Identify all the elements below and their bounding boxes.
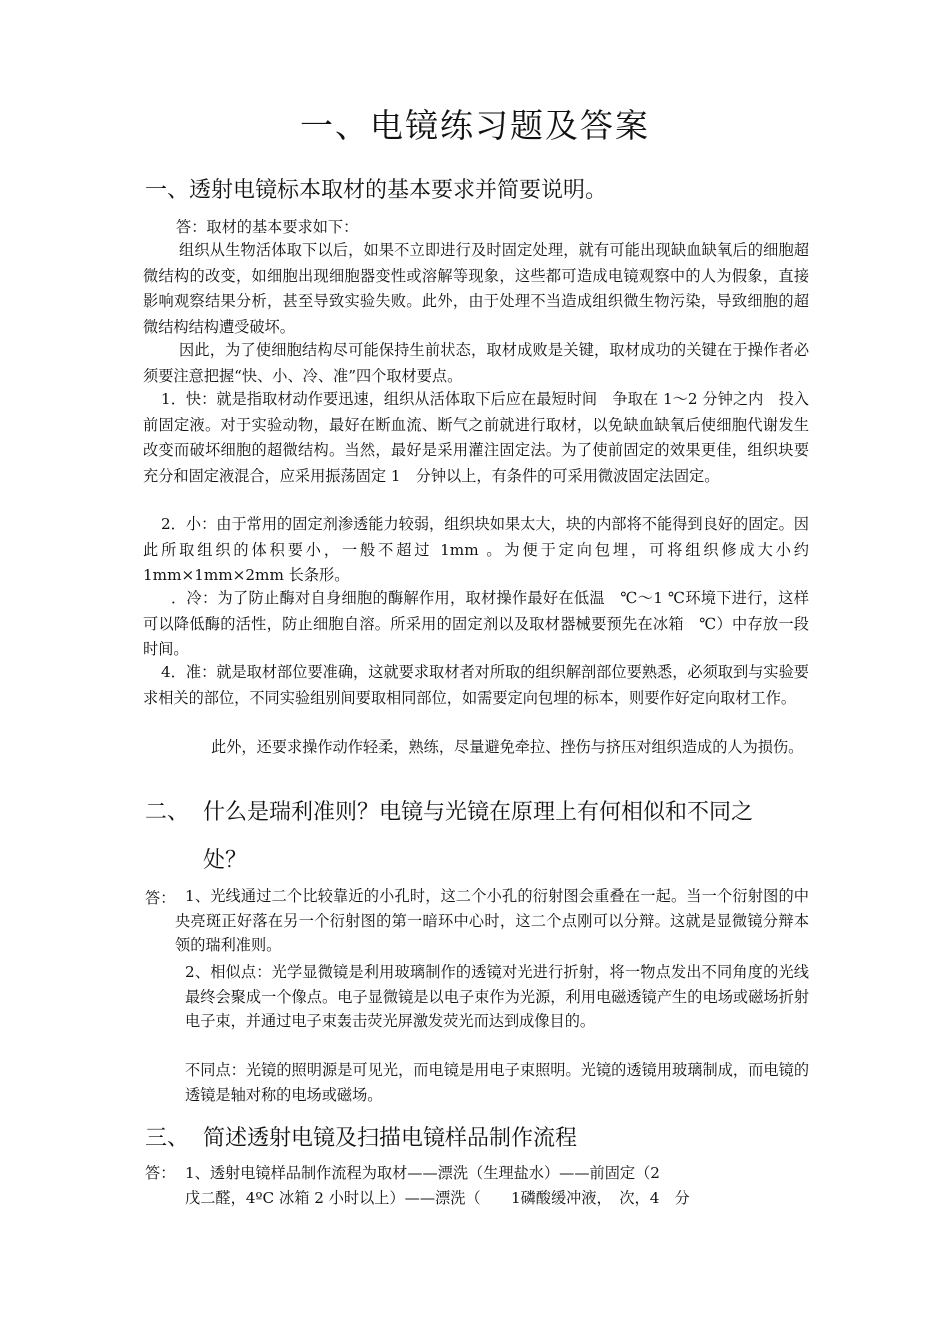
question-3-heading <box>145 1121 577 1152</box>
q1-paragraph-small: 2．小：由于常用的固定剂渗透能力较弱，组织块如果太大，块的内部将不能得到良好的固定。因此所取组织的体积要小，一般不超过 1mm 。为便于定向包埋，可将组织修成大小约 1mm×1mm×2mm 长条形。 <box>143 515 809 584</box>
question-2-number: 二、 <box>145 800 190 825</box>
q1-paragraph-2: 因此，为了使细胞结构尽可能保持生前状态，取材成败是关键，取材成功的关键在于操作者必须要注意把握“快、小、冷、准”四个取材要点。 <box>143 341 809 385</box>
document-title: 一、电镜练习题及答案 <box>300 106 650 145</box>
question-3-number: 三、 <box>145 1126 190 1151</box>
question-1-heading: 一、透射电镜标本取材的基本要求并简要说明。 <box>145 178 608 203</box>
q3-answer-prefix: 答： <box>145 1164 176 1182</box>
question-2-heading-text: 什么是瑞利准则？电镜与光镜在原理上有何相似和不同之 <box>203 800 754 825</box>
q2-answer-prefix: 答： <box>145 889 176 907</box>
q1-paragraph-gentle: 此外，还要求操作动作轻柔，熟练，尽量避免牵拉、挫伤与挤压对组织造成的人为损伤。 <box>211 738 804 756</box>
q2-answer-differences: 不同点：光镜的照明源是可见光，而电镜是用电子束照明。光镜的透镜用玻璃制成，而电镜的透镜是轴对称的电场或磁场。 <box>185 1061 809 1104</box>
question-2-heading-continued: 处？ <box>203 848 248 873</box>
q2-answer-similarities: 2、相似点：光学显微镜是利用玻璃制作的透镜对光进行折射，将一物点发出不同角度的光线最终会聚成一个像点。电子显微镜是以电子束作为光源，利用电磁透镜产生的电场或磁场折射电子束，并通过电子束轰击荧光屏激发荧光而达到成像目的。 <box>185 963 809 1030</box>
q1-paragraph-accurate: 4．准：就是取材部位要准确，这就要求取材者对所取的组织解剖部位要熟悉，必须取到与实验要求相关的部位，不同实验组别间要取相同部位，如需要定向包埋的标本，则要作好定向取材工作。 <box>143 663 809 707</box>
q1-paragraph-1: 组织从生物活体取下以后，如果不立即进行及时固定处理，就有可能出现缺血缺氧后的细胞超微结构的改变，如细胞出现细胞器变性或溶解等现象，这些都可造成电镜观察中的人为假象，直接影响观察结果分析，甚至导致实验失败。此外，由于处理不当造成组织微生物污染，导致细胞的超微结构结构遭受破坏。 <box>143 241 809 336</box>
q3-answer-line-1: 1、透射电镜样品制作流程为取材——漂洗（生理盐水）——前固定（2 <box>185 1164 660 1182</box>
q1-answer-intro: 答：取材的基本要求如下： <box>176 218 359 236</box>
q1-paragraph-quick: 1．快：就是指取材动作要迅速，组织从活体取下后应在最短时间 争取在 1～2 分钟之内 投入前固定液。对于实验动物，最好在断血流、断气之前就进行取材，以免缺血缺氧后使细胞代谢发生改变而破坏细胞的超微结构。当然，最好是采用灌注固定法。为了使前固定的效果更佳，组织块要充分和固定液混合，应采用振荡固定 1 分钟以上，有条件的可采用微波固定法固定。 <box>143 390 809 485</box>
question-2-heading <box>145 795 753 826</box>
q2-answer-rayleigh: 1、光线通过二个比较靠近的小孔时，这二个小孔的衍射图会重叠在一起。当一个衍射图的中央亮斑正好落在另一个衍射图的第一暗环中心时，这二个点刚可以分辩。这就是显微镜分辩本领的瑞利准则。 <box>175 887 809 954</box>
question-3-heading-text: 简述透射电镜及扫描电镜样品制作流程 <box>203 1126 578 1151</box>
q1-paragraph-cold: ．冷：为了防止酶对自身细胞的酶解作用，取材操作最好在低温 ℃～1 ℃环境下进行，这样可以降低酶的活性，防止细胞自溶。所采用的固定剂以及取材器械要预先在冰箱 ℃）中存放一段时间。 <box>143 589 809 658</box>
q3-answer-line-2: 戊二醛，4ºC 冰箱 2 小时以上）——漂洗（ 1磷酸缓冲液， 次，4 分 <box>185 1189 690 1207</box>
